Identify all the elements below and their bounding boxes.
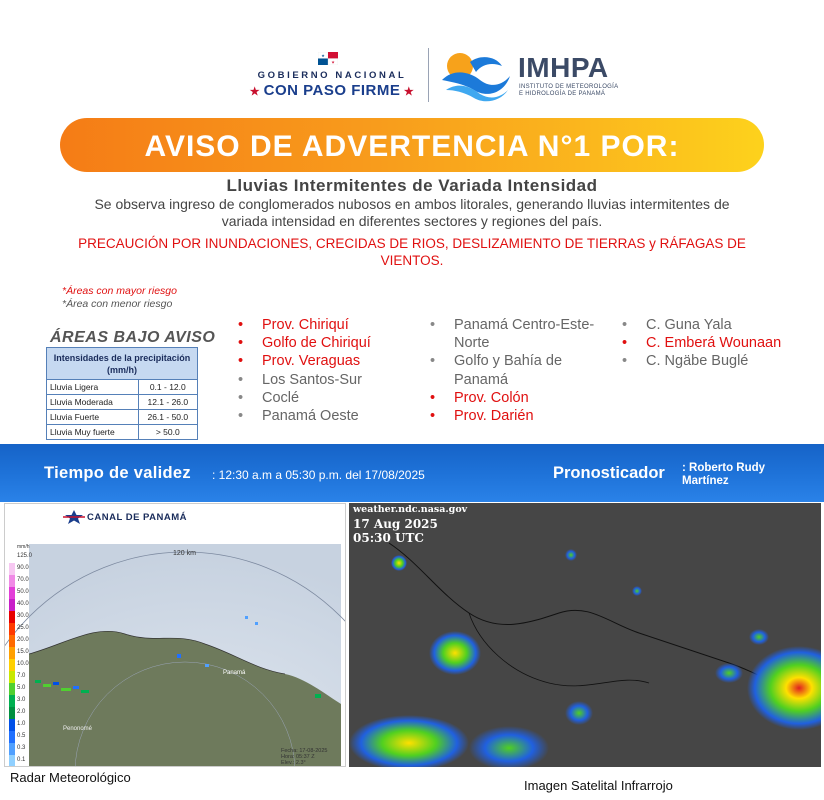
radar-scale-unit: mm/h — [17, 544, 30, 550]
region-item: • Prov. Veraguas — [238, 352, 428, 370]
radar-scale-label: 7.0 — [17, 673, 26, 679]
warning-description: Se observa ingreso de conglomerados nubosos en ambos litorales, generando lluvias intermitentes de variada intensidad en diferentes sectores y regiones del país. — [94, 196, 730, 229]
areas-title: ÁREAS BAJO AVISO — [50, 329, 216, 346]
radar-scale-step — [9, 611, 29, 623]
radar-scale-step — [9, 743, 29, 755]
table-row — [47, 425, 198, 440]
intensity-table-header: Intensidades de la precipitación (mm/h) — [47, 348, 198, 380]
radar-scale-label: 3.0 — [17, 697, 26, 703]
forecaster-label: Pronosticador — [553, 464, 665, 482]
radar-scale-swatch — [9, 563, 15, 575]
star-icon: ★ — [400, 86, 415, 98]
satellite-date: 17 Aug 2025 — [353, 517, 438, 531]
radar-scale-step — [9, 551, 33, 563]
star-icon: ★ — [249, 86, 264, 98]
region-item: • C. Emberá Wounaan — [622, 334, 822, 352]
radar-scale-step — [9, 695, 29, 707]
radar-scale-swatch — [9, 755, 15, 767]
radar-scale-swatch — [9, 719, 15, 731]
validity-bar — [0, 444, 824, 502]
radar-scale-label: 0.5 — [17, 733, 26, 739]
radar-scale-label: 125.0 — [17, 553, 33, 559]
radar-scale-swatch — [9, 683, 15, 695]
svg-text:★: ★ — [321, 53, 325, 58]
imhpa-subtitle: E HIDROLOGÍA DE PANAMÁ — [519, 91, 606, 97]
warning-banner — [60, 118, 764, 172]
radar-scale-label: 10.0 — [17, 661, 29, 667]
city-label: Panamá — [223, 670, 246, 676]
intensity-label: Lluvia Ligera — [47, 380, 139, 395]
radar-scale-label: 90.0 — [17, 565, 29, 571]
radar-scale-label: 2.0 — [17, 709, 26, 715]
validity-label: Tiempo de validez — [44, 464, 191, 482]
place-label: Penonomé — [63, 726, 93, 732]
radar-image — [4, 503, 346, 767]
radar-scale-step — [9, 719, 29, 731]
government-logo — [246, 48, 418, 104]
intensity-value: 26.1 - 50.0 — [138, 410, 197, 425]
radar-scale-label: 0.3 — [17, 745, 26, 751]
radar-scale-swatch — [9, 587, 15, 599]
banner-title: AVISO DE ADVERTENCIA N°1 POR: — [144, 130, 680, 163]
radar-scale-swatch — [9, 743, 15, 755]
radar-scale-swatch — [9, 707, 15, 719]
radar-scale-label: 25.0 — [17, 625, 29, 631]
radar-scale-step — [9, 707, 29, 719]
radar-elevation: Elev.: 2.3° — [281, 760, 306, 766]
imhpa-subtitle: INSTITUTO DE METEOROLOGÍA — [519, 84, 619, 90]
satellite-source: weather.ndc.nasa.gov — [353, 504, 468, 515]
radar-scale-swatch — [9, 659, 15, 671]
radar-scale-step — [9, 563, 29, 575]
radar-scale-step — [9, 587, 29, 599]
radar-scale-label: 70.0 — [17, 577, 29, 583]
radar-scale-step — [9, 671, 29, 683]
radar-scale-swatch — [9, 671, 15, 683]
region-list-1 — [238, 316, 428, 425]
radar-scale-label: 5.0 — [17, 685, 26, 691]
table-row — [47, 380, 198, 395]
region-list-2 — [430, 316, 620, 425]
canal-logo-text: CANAL DE PANAMÁ — [87, 512, 188, 523]
satellite-caption: Imagen Satelital Infrarrojo — [524, 778, 673, 793]
region-item: • Panamá Centro-Este-Norte — [430, 316, 620, 352]
warning-headline: Lluvias Intermitentes de Variada Intensidad — [226, 176, 598, 195]
intensity-value: > 50.0 — [138, 425, 197, 440]
satellite-image — [349, 503, 821, 767]
radar-scale-swatch — [9, 731, 15, 743]
radar-scale-swatch — [9, 599, 15, 611]
region-item: • Los Santos-Sur — [238, 371, 428, 389]
radar-date: Fecha: 17-08-2025 — [281, 748, 328, 754]
radar-scale — [9, 544, 33, 767]
imhpa-title: IMHPA — [518, 52, 609, 83]
precaution-text: PRECAUCIÓN POR INUNDACIONES, CRECIDAS DE RIOS, DESLIZAMIENTO DE TIERRAS y RÁFAGAS DE VIENTOS. — [78, 236, 746, 268]
radar-scale-swatch — [9, 575, 15, 587]
government-title: GOBIERNO NACIONAL — [257, 70, 407, 81]
radar-scale-label: 30.0 — [17, 613, 29, 619]
radar-info — [281, 748, 327, 766]
intensity-value: 12.1 - 26.0 — [138, 395, 197, 410]
satellite-time: 05:30 UTC — [353, 531, 424, 545]
panama-flag-icon — [318, 52, 338, 65]
region-item: • Golfo de Chiriquí — [238, 334, 428, 352]
radar-scale-step — [9, 635, 29, 647]
radar-scale-swatch — [9, 695, 15, 707]
radar-map — [5, 504, 346, 767]
radar-scale-step — [9, 659, 29, 671]
forecaster-name: : Roberto Rudy Martínez — [682, 462, 766, 487]
imhpa-emblem-icon — [440, 50, 512, 102]
svg-text:★: ★ — [331, 59, 335, 65]
logo-divider — [428, 48, 429, 102]
region-list-3 — [622, 316, 822, 371]
validity-time: : 12:30 a.m a 05:30 p.m. del 17/08/2025 — [212, 468, 425, 482]
radar-scale-label: 50.0 — [17, 589, 29, 595]
region-item: • Prov. Chiriquí — [238, 316, 428, 334]
radar-scale-step — [9, 599, 29, 611]
region-item: • Coclé — [238, 389, 428, 407]
region-item: • Golfo y Bahía de Panamá — [430, 352, 620, 388]
radar-scale-swatch — [9, 623, 15, 635]
government-slogan: ★ CON PASO FIRME ★ — [249, 82, 415, 99]
canal-star-icon — [63, 510, 85, 524]
range-label: 120 km — [173, 550, 196, 557]
radar-scale-swatch — [9, 551, 15, 563]
radar-scale-label: 15.0 — [17, 649, 29, 655]
region-item: • Panamá Oeste — [238, 407, 428, 425]
high-risk-legend: *Áreas con mayor riesgo — [62, 285, 177, 297]
radar-scale-step — [9, 731, 29, 743]
radar-scale-step — [9, 683, 29, 695]
intensity-label: Lluvia Muy fuerte — [47, 425, 139, 440]
radar-scale-label: 1.0 — [17, 721, 26, 727]
low-risk-legend: *Área con menor riesgo — [62, 298, 173, 310]
region-item: • Prov. Darién — [430, 407, 620, 425]
radar-scale-step — [9, 623, 29, 635]
table-row — [47, 410, 198, 425]
radar-scale-step — [9, 647, 29, 659]
radar-caption: Radar Meteorológico — [10, 770, 131, 785]
radar-scale-label: 40.0 — [17, 601, 29, 607]
region-item: • C. Guna Yala — [622, 316, 822, 334]
region-item: • C. Ngäbe Buglé — [622, 352, 822, 370]
intensity-label: Lluvia Fuerte — [47, 410, 139, 425]
table-row — [47, 395, 198, 410]
radar-time: Hora: 05:37 Z — [281, 754, 315, 760]
radar-scale-swatch — [9, 635, 15, 647]
radar-scale-swatch — [9, 647, 15, 659]
radar-scale-swatch — [9, 611, 15, 623]
region-item: • Prov. Colón — [430, 389, 620, 407]
radar-scale-step — [9, 575, 29, 587]
radar-scale-label: 0.1 — [17, 757, 26, 763]
intensity-value: 0.1 - 12.0 — [138, 380, 197, 395]
radar-scale-label: 20.0 — [17, 637, 29, 643]
radar-scale-step — [9, 755, 29, 767]
intensity-label: Lluvia Moderada — [47, 395, 139, 410]
intensity-table — [46, 347, 198, 440]
